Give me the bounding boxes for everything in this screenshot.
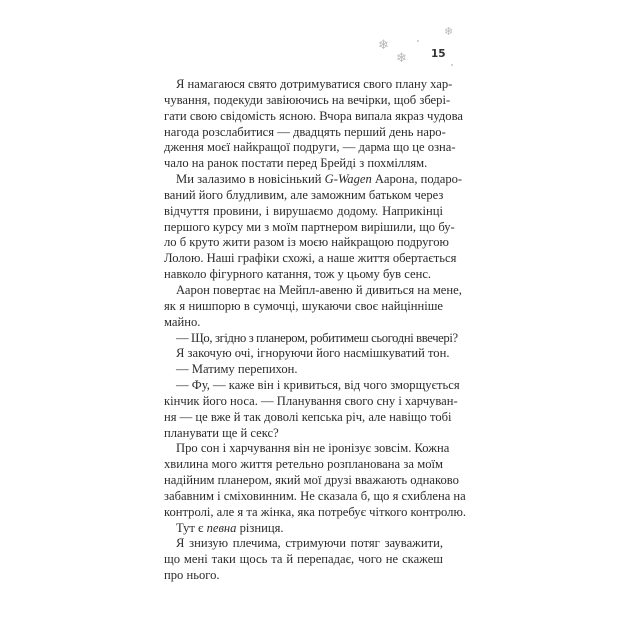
text-line: Я знизую плечима, стримуючи потяг зауважити, bbox=[176, 536, 443, 551]
text-line: Я намагаюся свято дотримуватися свого плану хар- bbox=[176, 77, 453, 91]
text-line: — Фу, — каже він і кривиться, від чого зморщується bbox=[176, 378, 460, 393]
text-line: першого курсу ми з моїм партнером вирішили, що бу- bbox=[164, 219, 455, 234]
text-line: чало на ранок постати перед Брейді з похміллям. bbox=[164, 156, 428, 171]
snowflake-icon: ❄ bbox=[396, 50, 407, 65]
paragraph bbox=[164, 77, 463, 172]
text-line: забавним і сміховинним. Не сказала б, що я схиблена на bbox=[164, 488, 466, 503]
text-line: Про сон і харчування він не іронізує зовсім. Кожна bbox=[176, 441, 450, 456]
paragraph bbox=[164, 362, 443, 378]
text-line: ня — це вже й так доволі кепська річ, але навіщо тобі bbox=[164, 409, 452, 424]
snowflake-icon: ❄ bbox=[444, 26, 454, 38]
text-segment: Тут є bbox=[176, 520, 207, 535]
body-text bbox=[164, 77, 466, 584]
text-line: Аарон повертає на Мейпл-авеню й дивиться на мене, bbox=[176, 282, 462, 297]
text-line: Я закочую очі, ігноруючи його насмішкуватий тон. bbox=[176, 346, 450, 361]
page-number: 15 bbox=[431, 48, 446, 60]
text-line bbox=[164, 172, 463, 188]
text-line: надійним планером, який мої друзі вважають однаково bbox=[164, 473, 459, 488]
text-line: гати свою свідомість ясною. Вчора випала якраз чудова bbox=[164, 108, 463, 123]
text-line: чування, подекуди завіюючись на вечірки, щоб збері- bbox=[164, 92, 451, 107]
decoration-dot bbox=[451, 64, 453, 66]
text-line: навколо фігурного катання, тож у цьому був сенс. bbox=[164, 267, 432, 282]
paragraph bbox=[164, 330, 458, 347]
text-segment: Аарона, подаро- bbox=[371, 172, 463, 187]
text-line: про нього. bbox=[164, 568, 220, 583]
paragraph bbox=[164, 172, 463, 283]
paragraph bbox=[164, 441, 466, 520]
paragraph bbox=[164, 536, 443, 584]
text-segment: Ми залазимо в новісінький bbox=[176, 172, 325, 187]
paragraph bbox=[164, 346, 450, 362]
italic-text: певна bbox=[206, 520, 237, 535]
text-line: нагода розслабитися — двадцять перший день наро- bbox=[164, 124, 446, 139]
text-line: контролі, але я та жінка, яка потребує чіткого контролю. bbox=[164, 504, 466, 519]
text-line: Лолою. Наші графіки схожі, а наше життя обертається bbox=[164, 251, 457, 266]
text-line: відчуття провини, і вирушаємо додому. Наприкінці bbox=[164, 203, 443, 218]
italic-text: G-Wagen bbox=[324, 172, 372, 187]
decoration-dot bbox=[417, 40, 419, 42]
text-line: майно. bbox=[164, 314, 201, 329]
snowflake-icon: ❄ bbox=[378, 37, 389, 52]
paragraph bbox=[164, 378, 460, 441]
text-line: — Матиму перепихон. bbox=[176, 362, 298, 377]
text-line: що мені таки щось та й перепадає, чого не скажеш bbox=[164, 552, 443, 567]
text-line: планувати ще й секс? bbox=[164, 425, 279, 440]
text-line: як я нишпорю в сумочці, шукаючи своє найцінніше bbox=[164, 298, 443, 313]
text-line: — Що, згідно з планером, робитимеш сьогодні ввечері? bbox=[176, 330, 458, 345]
text-line bbox=[164, 521, 443, 537]
paragraph bbox=[164, 521, 443, 537]
text-line: кінчик його носа. — Планування свого сну і харчуван- bbox=[164, 393, 458, 408]
text-line: ло б круто жити разом із моєю найкращою подругою bbox=[164, 235, 449, 250]
text-segment: різниця. bbox=[236, 520, 284, 535]
text-line: ваний його блудливим, але заможним батьком через bbox=[164, 187, 444, 202]
text-line: дження моєї найкращої подруги, — дарма що це озна- bbox=[164, 140, 456, 155]
text-line: хвилина мого життя ретельно розпланована за моїм bbox=[164, 457, 443, 472]
paragraph bbox=[164, 282, 462, 331]
